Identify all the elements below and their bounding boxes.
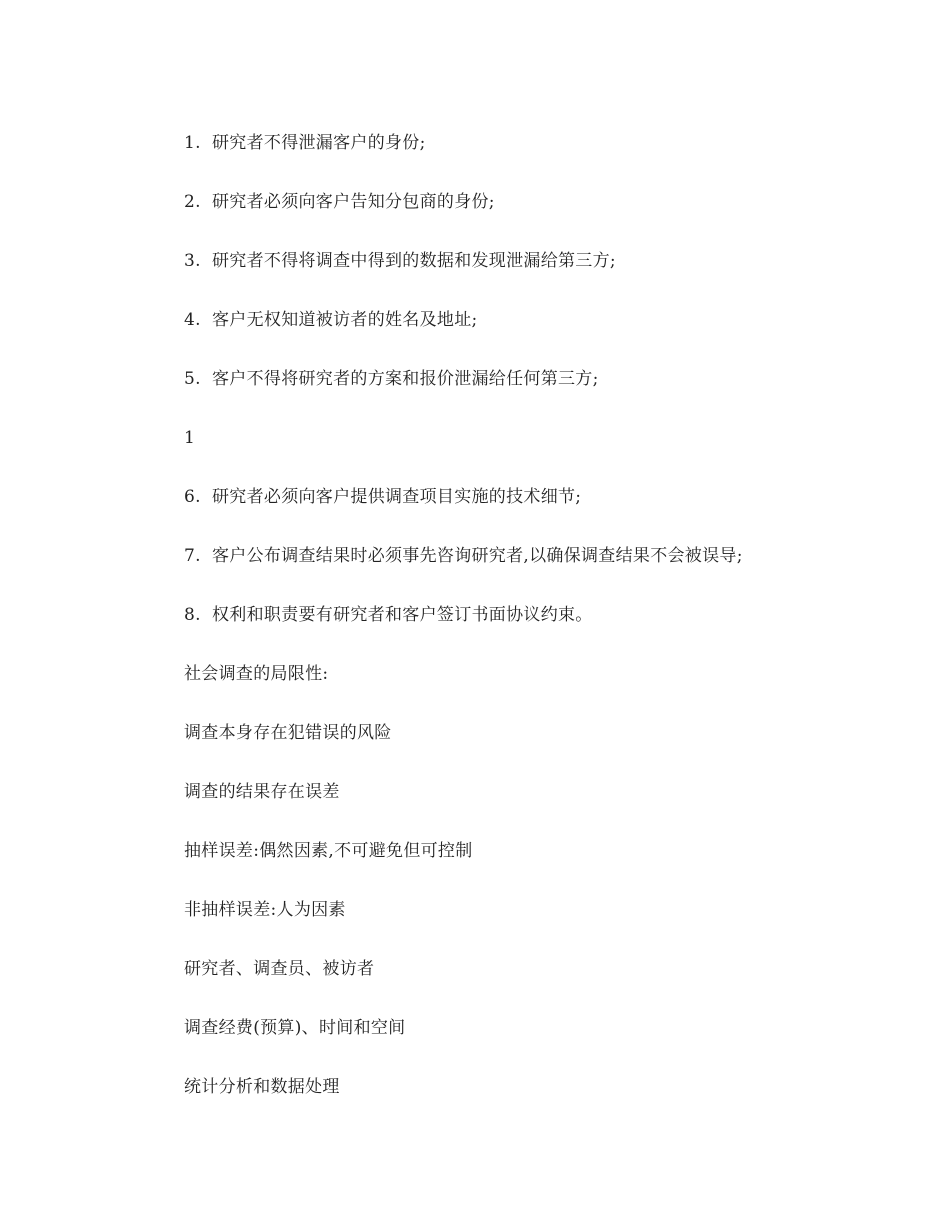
list-item-number: 5. [184,369,201,389]
paragraph: 统计分析和数据处理 [184,1077,340,1097]
list-item-number: 4. [184,310,201,330]
list-item [184,604,593,626]
list-item-text: 客户公布调查结果时必须事先咨询研究者,以确保调查结果不会被误导; [212,546,743,566]
list-item-text: 研究者必须向客户告知分包商的身份; [212,192,495,212]
list-item-text: 研究者必须向客户提供调查项目实施的技术细节; [212,487,582,507]
list-item [184,486,581,508]
list-item-text: 研究者不得将调查中得到的数据和发现泄漏给第三方; [212,251,616,271]
paragraph: 研究者、调查员、被访者 [184,959,375,979]
paragraph: 抽样误差:偶然因素,不可避免但可控制 [184,841,473,861]
list-item [184,191,495,213]
list-item [184,545,743,567]
list-item-number: 1. [184,133,201,153]
list-item-text: 客户不得将研究者的方案和报价泄漏给任何第三方; [212,369,599,389]
paragraph: 调查的结果存在误差 [184,782,340,802]
list-item-number: 2. [184,192,201,212]
list-item [184,368,599,390]
list-item [184,309,478,331]
paragraph: 非抽样误差:人为因素 [184,900,346,920]
paragraph: 调查本身存在犯错误的风险 [184,723,392,743]
list-item-number: 6. [184,487,201,507]
section-heading: 社会调查的局限性: [184,664,329,684]
list-item-text: 客户无权知道被访者的姓名及地址; [212,310,478,330]
list-item [184,132,426,154]
list-item-text: 研究者不得泄漏客户的身份; [212,133,426,153]
list-item-text: 权利和职责要有研究者和客户签订书面协议约束。 [212,605,593,625]
list-item-number: 3. [184,251,201,271]
list-item-number: 8. [184,605,201,625]
list-item-number: 7. [184,546,201,566]
paragraph: 调查经费(预算)、时间和空间 [184,1018,406,1038]
list-item [184,250,616,272]
page-marker: 1 [184,428,196,448]
